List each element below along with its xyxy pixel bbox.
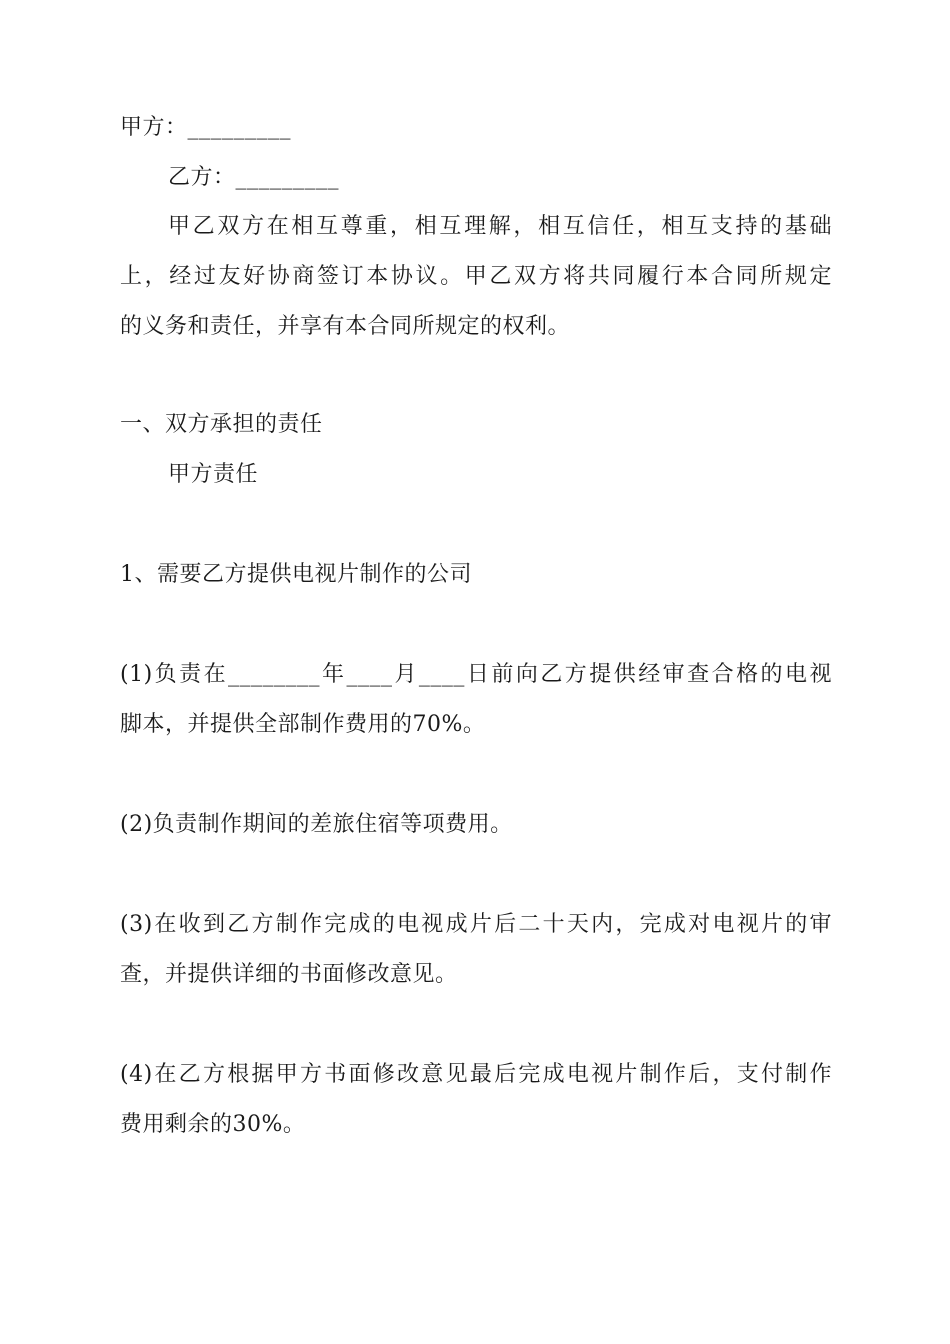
clause-3-line-1: (3)在收到乙方制作完成的电视成片后二十天内，完成对电视片的审 — [120, 912, 832, 937]
subsection-title: 甲方责任 — [168, 462, 259, 487]
intro-line-1: 甲乙双方在相互尊重，相互理解，相互信任，相互支持的基础 — [168, 214, 832, 239]
item-1: 1、需要乙方提供电视片制作的公司 — [120, 562, 472, 587]
clause-4-line-1: (4)在乙方根据甲方书面修改意见最后完成电视片制作后，支付制作 — [120, 1062, 832, 1087]
party-a-line: 甲方：_________ — [120, 115, 292, 140]
clause-4-line-2: 费用剩余的30%。 — [120, 1112, 306, 1137]
clause-1-line-1: (1)负责在________年____月____日前向乙方提供经审查合格的电视 — [120, 662, 832, 687]
intro-line-2: 上，经过友好协商签订本协议。甲乙双方将共同履行本合同所规定 — [120, 264, 832, 289]
clause-3-line-2: 查，并提供详细的书面修改意见。 — [120, 962, 458, 987]
clause-2-line-1: (2)负责制作期间的差旅住宿等项费用。 — [120, 812, 513, 837]
clause-1-line-2: 脚本，并提供全部制作费用的70%。 — [120, 712, 486, 737]
intro-line-3: 的义务和责任，并享有本合同所规定的权利。 — [120, 314, 571, 339]
section-1-title: 一、双方承担的责任 — [120, 412, 323, 437]
party-b-line: 乙方：_________ — [168, 165, 340, 190]
